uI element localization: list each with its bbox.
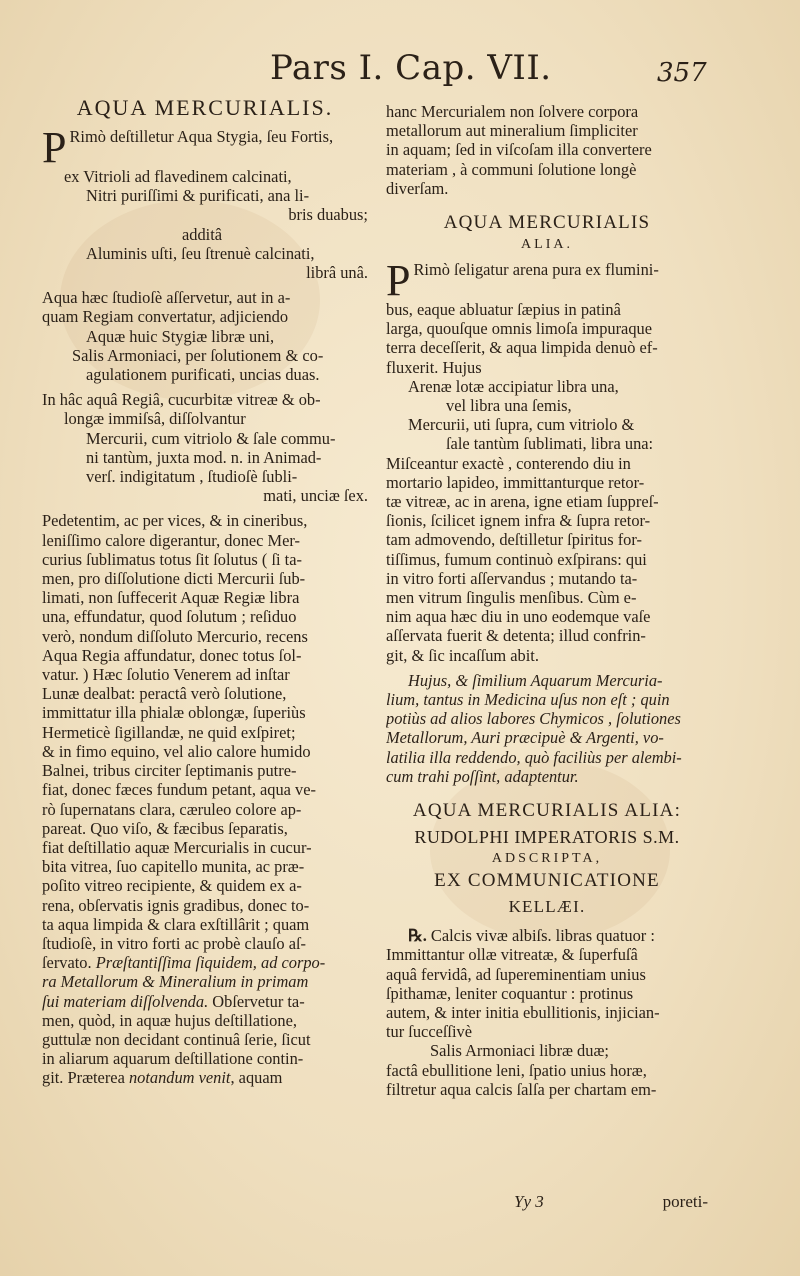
catchword: poreti- [662,1192,708,1211]
italic-text: Metallorum, Auri præcipuè & Argenti, vo- [386,728,664,748]
text-line: Aquæ huic Stygiæ libræ uni, [86,326,275,346]
text-line: verſ. indigitatum , ſtudioſè ſubli- [86,467,298,487]
text-line: Rimò ſeligatur arena pura ex flumini- [413,260,659,280]
text-line: in aquam; ſed in viſcoſam illa convertere [386,140,652,160]
paragraph [386,454,708,665]
text-line: bris duabus; [288,205,368,225]
section-heading: EX COMMUNICATIONE [434,870,660,892]
italic-text: cum trahi poſſint, adaptentur. [386,766,579,786]
text-line: larga, quouſque omnis limoſa impuraque [386,319,652,339]
text-line: limati, non ſuffecerit Aquæ Regiæ libra [42,588,300,608]
text-line: tiſſimus, fumum continuò exſpirans: qui [386,549,647,569]
text-line: filtretur aqua calcis ſalſa per chartam em- [386,1079,657,1099]
text-line: terra deceſſerit, & aqua limpida denuò ef- [386,338,658,358]
text-line: men, quòd, in aquæ hujus deſtillatione, [42,1010,297,1030]
text-line: ta aqua limpida & clara exſtillârit ; quam [42,914,310,934]
text-line: Rimò deſtilletur Aqua Stygia, ſeu Fortis, [69,127,334,146]
text-line: In hâc aquâ Regiâ, cucurbitæ vitreæ & ob- [42,390,321,410]
text-line: Calcis vivæ albiſs. libras quatuor : [430,926,655,946]
text-line: immittatur illa phialæ oblongæ, ſuperiùs [42,703,306,723]
text-line: ſtudioſè, in vitro forti ac probè clauſo aſ- [42,933,306,953]
text-line: aſſervata fuerit & detenta; illud confrin- [386,626,646,646]
text-line: nim aqua hæc diu in uno eodemque vaſe [386,607,651,627]
text-line: Arenæ lotæ accipiatur libra una, [408,376,619,396]
text-line: tur ſucceſſivè [386,1022,473,1042]
section-heading: AQUA MERCURIALIS ALIA: [412,800,682,822]
text-line: Aqua Regia affundatur, donec totus ſol- [42,645,302,665]
text-line: leniſſimo calore digerantur, donec Mer- [42,530,300,550]
section-heading: KELLÆI. [508,897,586,917]
text-line: Salis Armoniaci libræ duæ; [430,1041,609,1061]
italic-text: potiùs ad alios labores Chymicos , ſolutiones [386,709,681,729]
italic-text: Præſtantiſſima ſiquidem, ad corpo- [95,953,326,973]
page-footer [386,1192,708,1214]
text-line: men vitrum ſingulis menſibus. Cùm e- [386,588,637,608]
section-heading: RUDOLPHI IMPERATORIS S.M. [414,827,680,848]
section-heading: AQUA MERCURIALIS [443,212,651,234]
text-line: mati, unciæ ſex. [263,486,368,506]
text-line: Aqua hæc ſtudioſè aſſervetur, aut in a- [42,288,291,308]
text-line: diverſam. [386,178,449,198]
drop-cap: P [42,127,67,167]
text-line: vel libra una ſemis, [446,396,572,416]
running-title: Pars I. Cap. VII. [270,48,552,88]
paragraph [386,260,708,454]
text-line: ſale tantùm ſublimati, libra una: [446,434,654,454]
page-number: 357 [657,58,707,88]
italic-text: latilia illa reddendo, quò faciliùs per alembi- [386,747,682,767]
italic-text: notandum venit [128,1068,231,1088]
text-line: Mercurii, uti ſupra, cum vitriolo & [408,415,635,435]
text-line: materiam , à communi ſolutione longè [386,159,637,179]
text-line: Hermeticè ſigillandæ, ne quid exſpiret; [42,722,296,742]
text-line: fluxerit. Hujus [386,357,482,377]
drop-cap: P [386,260,411,301]
text-line: tam admovendo, deſtilletur ſpiritus for- [386,530,642,550]
text-line: agulationem purificati, uncias duas. [86,365,320,385]
text-line: metallorum aut mineralium ſimpliciter [386,121,638,141]
text-line: ex Vitrioli ad flavedinem calcinati, [64,167,292,186]
text-line: longæ immiſsâ, diſſolvantur [64,409,246,429]
paragraph [42,127,368,282]
text-line: git. Præterea [42,1068,125,1088]
text-line: Immittantur ollæ vitreatæ, & ſuperfuſâ [386,945,638,965]
text-line: pareat. Quo viſo, & fæcibus ſeparatis, [42,818,288,838]
text-line: in vitro forti aſſervandus ; mutando ta- [386,568,638,588]
text-line: librâ unâ. [306,263,368,283]
text-line: Lunæ dealbat: peractâ verò ſolutione, [42,684,287,704]
text-line: Balnei, tribus circiter ſeptimanis putre- [42,761,297,781]
text-line: una, effundatur, quod ſolutum ; reſiduo [42,607,297,627]
text-line: Miſceantur exactè , conterendo diu in [386,453,631,473]
text-line: Salis Armoniaci, per ſolutionem & co- [72,345,324,365]
text-line: , aquam [230,1068,283,1088]
text-line: ſionis, ſcilicet ignem infra & ſupra retor- [386,511,651,531]
left-column [42,95,368,1088]
text-line: hanc Mercurialem non ſolvere corpora [386,102,639,121]
section-heading: AQUA MERCURIALIS. [76,95,334,120]
text-line: additâ [182,224,223,244]
text-line: rò ſupernatans clara, cæruleo colore ap- [42,799,302,819]
text-line: curius ſublimatus totus ſit ſolutus ( ſi ta- [42,549,302,569]
text-line: rena, obſervatis ignis gradibus, donec to- [42,895,310,915]
text-line: mortario lapideo, immittanturque retor- [386,472,645,492]
text-line: tæ vitreæ, ac in arena, igne etiam ſuppreſ- [386,492,659,512]
text-line: & in fimo equino, vel alio calore humido [42,741,311,761]
text-line: Pedetentim, ac per vices, & in cineribus, [42,511,308,531]
text-line: Aluminis uſti, ſeu ſtrenuè calcinati, [86,243,315,263]
text-line: men, pro diſſolutione dicti Mercurii ſub- [42,569,306,589]
text-line: in aliarum aquarum deſtillatione contin- [42,1049,304,1069]
text-line: fiat deſtillatio aquæ Mercurialis in cucur- [42,837,312,857]
paragraph [386,102,708,198]
text-line: verò, nondum diſſoluto Mercurio, recens [42,626,308,646]
text-line: autem, & inter initia ebullitionis, injician- [386,1002,660,1022]
text-line: Nitri puriſſimi & purificati, ana li- [86,186,310,206]
italic-text: Hujus, & ſimilium Aquarum Mercuria- [408,670,663,690]
italic-note [386,671,708,786]
paragraph [42,511,368,1087]
section-subheading: ADSCRIPTA, [491,851,603,867]
text-line: ni tantùm, juxta mod. n. in Animad- [86,447,322,467]
italic-text: lium, tantus in Medicina uſus non eſt ; quin [386,690,670,710]
text-line: fiat, donec fæces fundum petant, aqua ve- [42,780,316,800]
text-line: quam Regiam convertatur, adjiciendo [42,307,289,327]
text-line: poſito vitreo recipiente, & quidem ex a- [42,876,302,896]
paragraph [42,390,368,505]
italic-text: ſui materiam diſſolvenda. [42,991,209,1011]
text-line: aquâ fervidâ, ad ſupereminentiam unius [386,964,646,984]
italic-text: ra Metallorum & Mineralium in primam [42,972,309,992]
text-line: Mercurii, cum vitriolo & ſale commu- [86,428,336,448]
page-header [0,48,800,98]
text-line: ſervato. [42,953,92,973]
text-line: git, & ſic incaſſum abit. [386,645,539,665]
text-line: bita vitrea, ſuo capitello munita, ac præ- [42,857,305,877]
right-column [386,102,708,1099]
text-line: Obſervetur ta- [212,991,305,1011]
section-subheading: ALIA. [521,237,573,253]
text-line: factâ ebullitione leni, ſpatio unius horæ, [386,1060,647,1080]
paragraph [42,288,368,384]
text-line: guttulæ non decidant continuâ ſerie, ſicut [42,1029,311,1049]
text-line: vatur. ) Hæc ſolutio Venerem ad inſtar [42,665,290,685]
recipe-symbol: ℞. [408,926,427,946]
text-line: ſpithamæ, leniter coquantur : protinus [386,983,634,1003]
paragraph [386,926,708,1099]
signature-mark: Yy 3 [514,1192,544,1211]
text-line: bus, eaque abluatur ſæpius in patinâ [386,300,621,320]
